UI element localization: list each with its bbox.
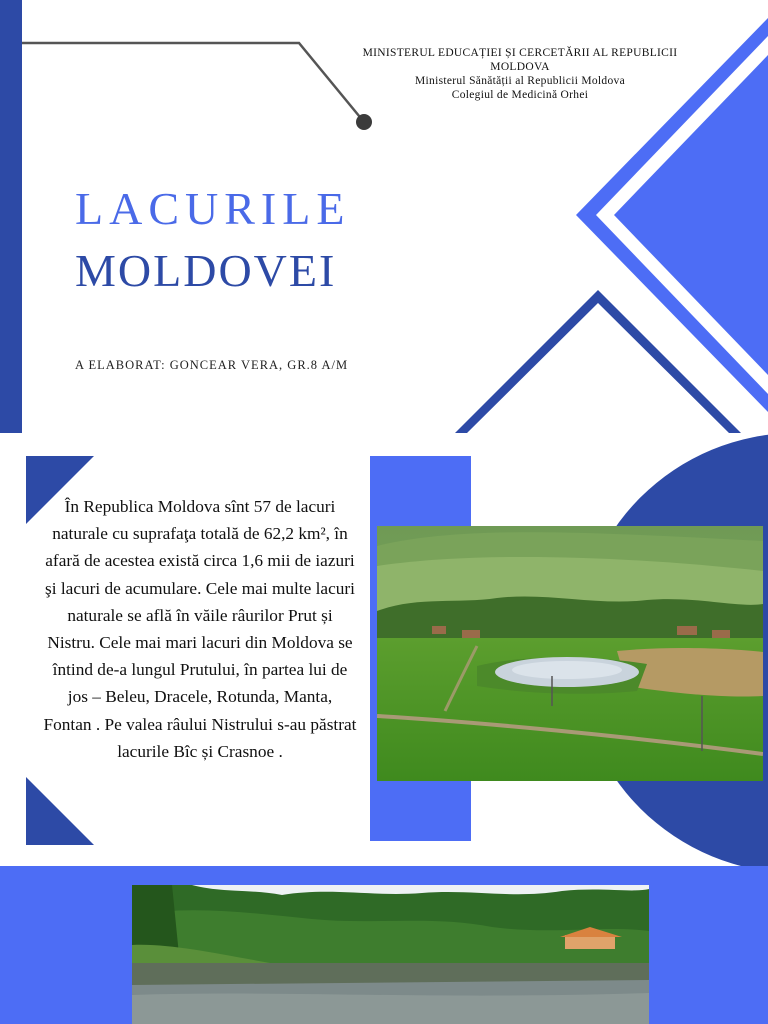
lakes-description: În Republica Moldova sînt 57 de lacuri naturale cu suprafaţa totală de 62,2 km², în afară de acestea există circa 1,6 mii de iazuri şi lacuri de acumulare. Cele mai multe lacuri naturale se află în văile râurilor Prut și Nistru. Cele mai mari lacuri din Moldova se întind de-a lungul Prutului, în partea lui de jos – Beleu, Dracele, Rotunda, Manta, Fontan . Pe valea râului Nistrului s-au păstrat lacurile Bîc și Crasnoe . [43,497,357,761]
title-line-2: MOLDOVEI [75,245,337,296]
photo-page [0,866,768,1024]
header-line-2: MOLDOVA [490,61,550,73]
institution-header [340,46,700,102]
lake-photo-illustration [132,885,649,1024]
cover-page [0,0,768,433]
lake-shore-photo [132,885,649,1024]
bottom-left-triangle [26,777,94,845]
title-line-1: LACURILE [75,183,351,234]
header-line-4: Colegiul de Medicină Orhei [451,89,589,101]
connector-line [22,43,364,122]
author-line: A ELABORAT: GONCEAR VERA, GR.8 A/M [75,358,349,372]
header-line-3: Ministerul Sănătății al Republicii Moldova [415,75,625,87]
content-page [0,433,768,866]
header-line-1: MINISTERUL EDUCAȚIEI ȘI CERCETĂRII AL REPUBLICII [362,47,678,59]
landscape-photo-illustration [377,526,763,781]
connector-dot [356,114,372,130]
lake-landscape-photo [377,526,763,781]
